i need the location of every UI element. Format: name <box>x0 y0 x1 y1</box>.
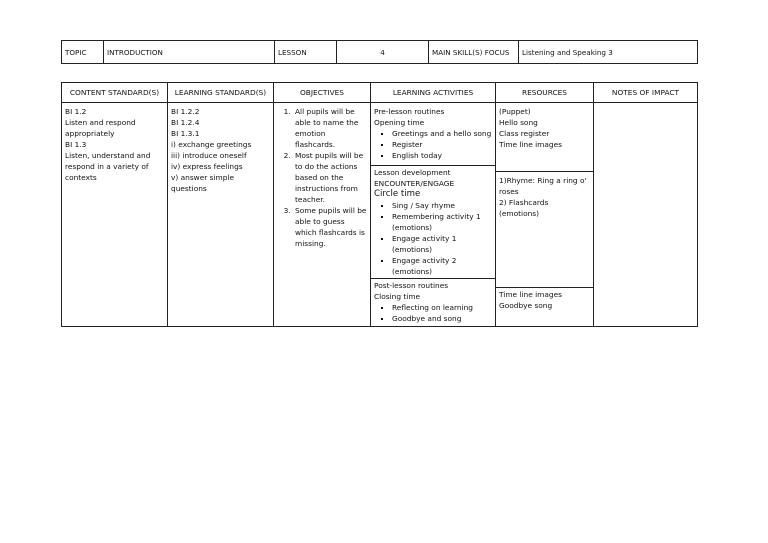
skill-label: MAIN SKILL(S) FOCUS <box>429 41 519 64</box>
resource-line: (Puppet) <box>499 107 531 116</box>
lesson-development-section <box>371 166 495 279</box>
content-line: BI 1.2 <box>65 107 87 116</box>
content-line: respond in a variety of <box>65 162 149 171</box>
learning-standards-cell <box>168 103 274 327</box>
post-lesson-subtitle: Closing time <box>374 292 421 301</box>
post-lesson-title: Post-lesson routines <box>374 281 449 290</box>
objectives-cell <box>274 103 371 327</box>
post-lesson-resources <box>496 288 593 313</box>
col-resources: RESOURCES <box>496 83 594 103</box>
body-row <box>62 103 698 327</box>
content-line: Listen, understand and <box>65 151 151 160</box>
topic-label: TOPIC <box>62 41 104 64</box>
pre-lesson-subtitle: Opening time <box>374 118 425 127</box>
lesson-label: LESSON <box>275 41 337 64</box>
activity-item: ▪ English today <box>392 150 492 161</box>
content-standards-cell <box>62 103 168 327</box>
standard-line: BI 1.3.1 <box>171 129 200 138</box>
resource-line: Time line images <box>499 140 562 149</box>
standard-line: i) exchange greetings <box>171 140 252 149</box>
col-content-standards: CONTENT STANDARD(S) <box>62 83 168 103</box>
topic-value: INTRODUCTION <box>104 41 275 64</box>
objective-item: 2. Most pupils will be to do the actions based on the instructions from teacher. <box>293 150 367 205</box>
content-line: contexts <box>65 173 97 182</box>
lesson-plan-table <box>61 82 698 327</box>
resource-line: Time line images <box>499 290 562 299</box>
activity-item: ▪ Engage activity 2 (emotions) <box>392 255 492 277</box>
development-resources <box>496 172 593 288</box>
activity-item: ▪ Greetings and a hello song <box>392 128 492 139</box>
resources-cell <box>496 103 594 327</box>
activities-cell <box>371 103 496 327</box>
activity-item: ▪ Goodbye and song <box>392 313 492 324</box>
development-title: Lesson development <box>374 168 451 177</box>
resource-line: (emotions) <box>499 209 540 218</box>
column-header-row <box>62 83 698 103</box>
skill-value: Listening and Speaking 3 <box>519 41 698 64</box>
resource-line: 1)Rhyme: Ring a ring o' <box>499 176 587 185</box>
standard-line: BI 1.2.2 <box>171 107 200 116</box>
activity-item: ▪ Remembering activity 1 (emotions) <box>392 211 492 233</box>
standard-line: questions <box>171 184 207 193</box>
activity-item: ▪ Reflecting on learning <box>392 302 492 313</box>
lesson-value: 4 <box>337 41 429 64</box>
header-table <box>61 40 698 64</box>
pre-lesson-resources <box>496 103 593 172</box>
activity-item: ▪ Register <box>392 139 492 150</box>
development-subtitle: ENCOUNTER/ENGAGE <box>374 179 455 188</box>
objectives-list <box>277 106 367 249</box>
standard-line: iii) introduce oneself <box>171 151 247 160</box>
pre-lesson-section <box>371 103 495 166</box>
col-learning-activities: LEARNING ACTIVITIES <box>371 83 496 103</box>
pre-lesson-title: Pre-lesson routines <box>374 107 445 116</box>
resource-line: Goodbye song <box>499 301 553 310</box>
content-line: BI 1.3 <box>65 140 87 149</box>
resource-line: Hello song <box>499 118 538 127</box>
col-learning-standards: LEARNING STANDARD(S) <box>168 83 274 103</box>
standard-line: iv) express feelings <box>171 162 243 171</box>
development-list <box>374 200 492 277</box>
resource-line: Class register <box>499 129 550 138</box>
resource-line: 2) Flashcards <box>499 198 549 207</box>
post-lesson-section <box>371 279 495 326</box>
col-objectives: OBJECTIVES <box>274 83 371 103</box>
objective-item: 1. All pupils will be able to name the emotion flashcards. <box>293 106 367 150</box>
standard-line: v) answer simple <box>171 173 235 182</box>
objective-item: 3. Some pupils will be able to guess which flashcards is missing. <box>293 205 367 249</box>
activity-item: ▪ Engage activity 1 (emotions) <box>392 233 492 255</box>
activity-item: ▪ Sing / Say rhyme <box>392 200 492 211</box>
resource-line: roses <box>499 187 519 196</box>
notes-of-impact-cell <box>594 103 698 327</box>
standard-line: BI 1.2.4 <box>171 118 200 127</box>
circle-time-label: Circle time <box>374 189 421 199</box>
content-line: appropriately <box>65 129 115 138</box>
col-notes-of-impact: NOTES OF IMPACT <box>594 83 698 103</box>
content-line: Listen and respond <box>65 118 136 127</box>
pre-lesson-list <box>374 128 492 161</box>
post-lesson-list <box>374 302 492 324</box>
